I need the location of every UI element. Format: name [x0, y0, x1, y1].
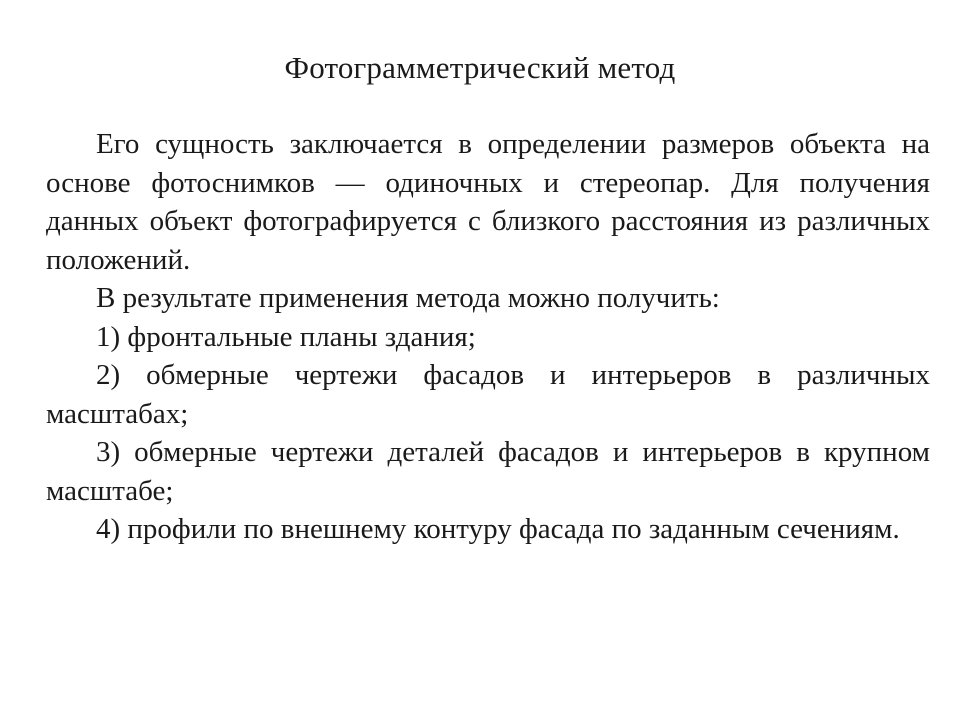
list-item-3: 3) обмерные чертежи деталей фасадов и интерьеров в крупном масштабе; [46, 436, 930, 507]
list-item-4: 4) профили по внешнему контуру фасада по заданным сечениям. [96, 513, 900, 545]
list-item-1: 1) фронтальные планы здания; [96, 320, 476, 353]
slide-body [46, 125, 930, 549]
list-item-2: 2) обмерные чертежи фасадов и интерьеров в различных масштабах; [46, 359, 930, 430]
paragraph-results-intro: В результате применения метода можно получить: [96, 282, 720, 314]
slide-title: Фотограмметрический метод [284, 50, 676, 85]
paragraph-description: Его сущность заключается в определении размеров объекта на основе фотоснимков — одиночных и стереопар. Для получения данных объект фотографируется с близкого расстояния из различных положений. [46, 128, 930, 276]
